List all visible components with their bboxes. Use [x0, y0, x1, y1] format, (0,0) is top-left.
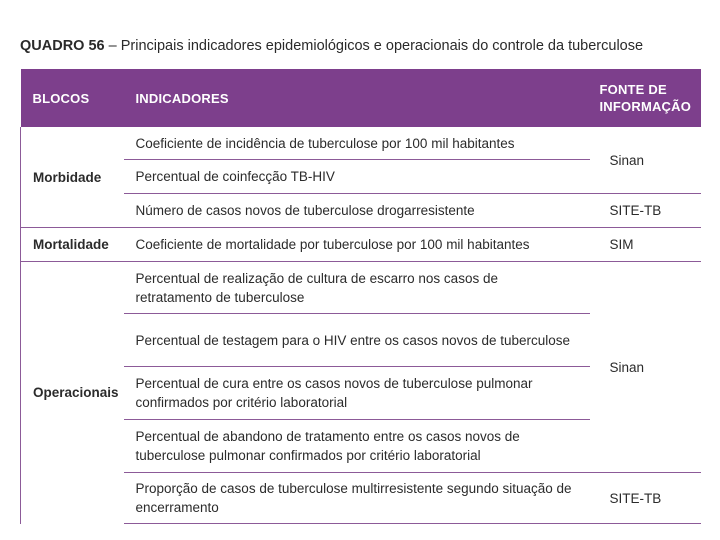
block-mortalidade: Mortalidade [21, 228, 124, 262]
caption-text: – Principais indicadores epidemiológicos e operacionais do controle da tuberculose [104, 38, 644, 54]
header-fonte-line1: FONTE DE [599, 82, 667, 97]
indicators-table [20, 69, 701, 524]
header-fonte [590, 69, 701, 127]
indicator-cell: Proporção de casos de tuberculose multirresistente segundo situação de encerramento [124, 473, 590, 524]
indicator-cell: Percentual de realização de cultura de escarro nos casos de retratamento de tuberculose [124, 262, 590, 314]
header-fonte-line2: INFORMAÇÃO [599, 99, 692, 114]
table-header [21, 69, 701, 127]
header-blocos: BLOCOS [21, 69, 124, 127]
indicator-cell: Percentual de abandono de tratamento entre os casos novos de tuberculose pulmonar confirmados por critério laboratorial [124, 420, 590, 473]
source-cell: SIM [590, 228, 701, 262]
indicator-cell: Percentual de testagem para o HIV entre os casos novos de tuberculose [124, 314, 590, 367]
caption-label: QUADRO 56 [20, 38, 105, 54]
source-cell: SITE-TB [590, 473, 701, 524]
table-row [21, 262, 701, 314]
source-cell: SITE-TB [590, 194, 701, 228]
table-row [21, 127, 701, 160]
block-morbidade: Morbidade [33, 169, 102, 185]
header-indicadores: INDICADORES [124, 69, 590, 127]
indicator-cell: Percentual de coinfecção TB-HIV [124, 160, 590, 194]
indicator-cell: Coeficiente de mortalidade por tuberculose por 100 mil habitantes [124, 228, 590, 262]
indicator-cell: Coeficiente de incidência de tuberculose por 100 mil habitantes [135, 135, 515, 151]
source-cell: Sinan [590, 262, 701, 473]
indicator-cell: Número de casos novos de tuberculose drogarresistente [124, 194, 590, 228]
indicator-cell: Percentual de cura entre os casos novos de tuberculose pulmonar confirmados por critério laboratorial [124, 367, 590, 420]
table-caption [20, 38, 643, 54]
table-row [21, 228, 701, 262]
source-cell: Sinan [609, 152, 645, 168]
block-operacionais: Operacionais [21, 262, 124, 524]
